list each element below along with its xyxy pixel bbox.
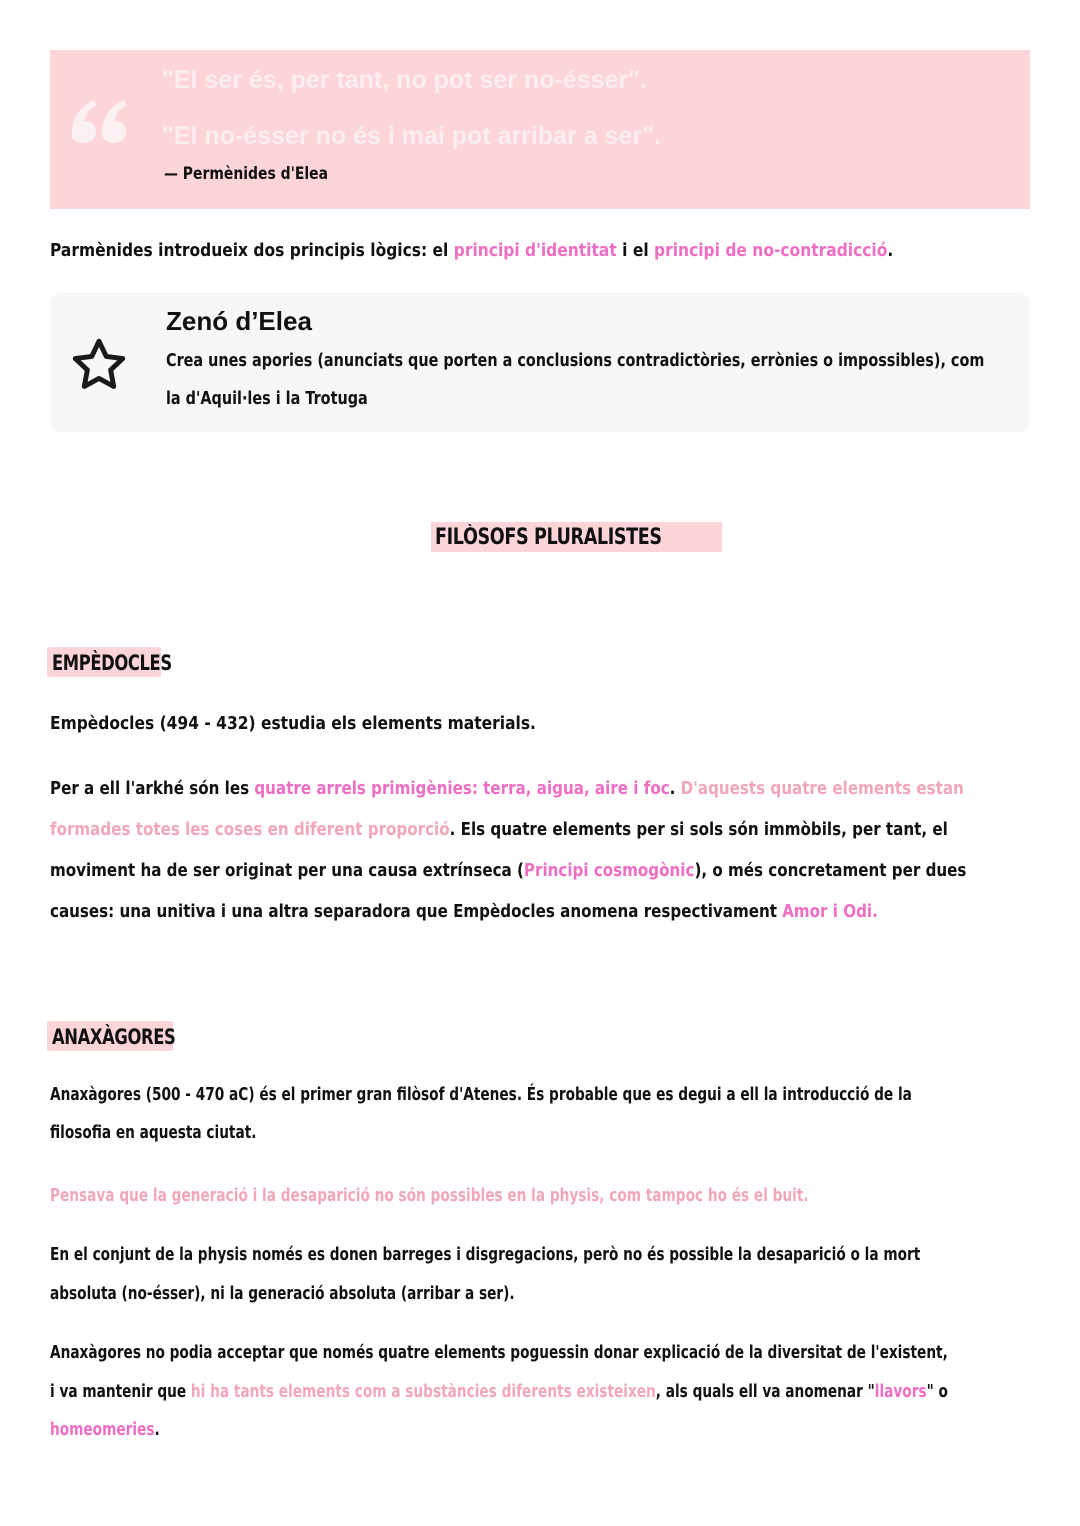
tag-text: ANAXÀGORES [52, 1025, 176, 1049]
quote-author: — Permènides d'Elea [164, 164, 329, 184]
highlight-four-roots: quatre arrels primigènies: terra, aigua, aire i foc [254, 778, 670, 799]
anaxagores-paragraph-1 [50, 1076, 1030, 1152]
paragraph-text: Anaxàgores (500 - 470 aC) és el primer gran filòsof d'Atenes. És probable que es degui a ell la introducció de la [50, 1084, 912, 1105]
paragraph-text: . Els quatre elements per si sols són immòbils, per tant, el [449, 819, 948, 840]
section-title [431, 522, 722, 552]
card-body-line: la d'Aquil·les i la Trotuga [166, 388, 368, 409]
paragraph-text: . [669, 778, 681, 799]
soft-highlight: D'aquests quatre elements estan [680, 778, 964, 799]
principle-non-contradiction: principi de no-contradicció [654, 240, 888, 261]
highlight-seeds: llavors [874, 1380, 927, 1402]
card-title: Zenó d’Elea [166, 306, 312, 336]
intro-text: i el [616, 240, 655, 261]
quote-line-2: "El no-ésser no és i mai pot arribar a ser". [162, 122, 661, 150]
principle-identity: principi d'identitat [453, 240, 617, 261]
paragraph-text: " o [926, 1380, 948, 1402]
empedocles-paragraph-2 [50, 768, 1030, 932]
card-body-line: Crea unes apories (anunciats que porten a conclusions contradictòries, errònies o impossibles), com [166, 350, 985, 371]
anaxagores-paragraph-3 [50, 1235, 1030, 1313]
highlight-homeomeries: homeomeries [50, 1419, 155, 1440]
paragraph-text: Anaxàgores no podia acceptar que només quatre elements poguessin donar explicació de la diversitat de l'existent, [50, 1342, 948, 1363]
quote-block [50, 50, 1030, 209]
intro-text: Parmènides introdueix dos principis lògics: el [50, 240, 454, 261]
paragraph-text: i va mantenir que [50, 1380, 191, 1402]
anaxagores-paragraph-4 [50, 1334, 1030, 1450]
paragraph-text: Per a ell l'arkhé són les [50, 778, 255, 799]
paragraph-text: absoluta (no-ésser), ni la generació absoluta (arribar a ser). [50, 1283, 515, 1304]
paragraph-text: En el conjunt de la physis només es donen barreges i disgregacions, però no és possible la desaparició o la mort [50, 1244, 921, 1265]
paragraph-text: ), o més concretament per dues [694, 860, 967, 881]
paragraph-text: Empèdocles (494 - 432) estudia els elements materials. [50, 713, 536, 734]
paragraph-text: filosofia en aquesta ciutat. [50, 1122, 257, 1143]
highlight-love-hate: Amor i Odi. [782, 901, 878, 922]
paragraph-text: , als quals ell va anomenar " [655, 1380, 875, 1402]
philosopher-tag-anaxagores [47, 1021, 176, 1051]
philosopher-tag-empedocles [47, 647, 172, 677]
quote-line-1: "El ser és, per tant, no pot ser no-ésser". [162, 66, 647, 94]
anaxagores-paragraph-2 [50, 1176, 1030, 1216]
intro-text: . [887, 240, 894, 261]
soft-highlight: formades totes les coses en diferent proporció [50, 819, 450, 840]
card-body [166, 342, 1066, 418]
quote-mark-icon [68, 90, 132, 154]
zeno-callout-card [50, 292, 1030, 432]
soft-highlight: hi ha tants elements com a substàncies diferents existeixen [190, 1380, 656, 1402]
star-icon [68, 334, 130, 396]
highlight-cosmogonic-principle: Principi cosmogònic [523, 860, 695, 881]
tag-text: EMPÈDOCLES [52, 651, 172, 675]
paragraph-text: moviment ha de ser originat per una causa extrínseca ( [50, 860, 524, 881]
section-title-text: FILÒSOFS PLURALISTES [435, 525, 662, 550]
intro-paragraph [50, 231, 1030, 271]
paragraph-text: causes: una unitiva i una altra separadora que Empèdocles anomena respectivament [50, 901, 783, 922]
soft-highlight: Pensava que la generació i la desaparició no són possibles en la physis, com tampoc ho és el buit. [50, 1185, 809, 1206]
paragraph-text: . [154, 1419, 160, 1440]
empedocles-paragraph-1 [50, 704, 1030, 744]
